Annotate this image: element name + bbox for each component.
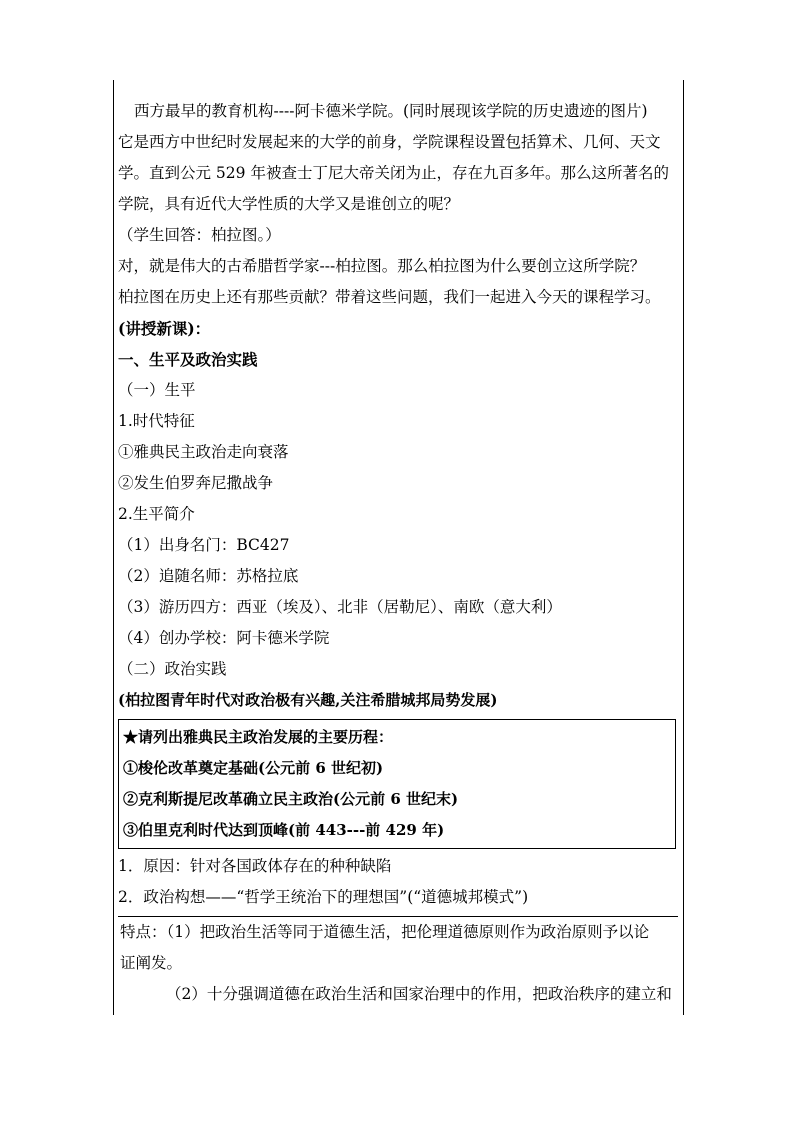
list-item: 1.时代特征: [118, 412, 195, 430]
lesson-heading: (讲授新课)：: [118, 319, 211, 338]
box-step: ①梭伦改革奠定基础(公元前 6 世纪初): [123, 759, 384, 777]
subsection-title: （二）政治实践: [118, 660, 227, 678]
features-box: [118, 916, 678, 1010]
intro-line: （学生回答：柏拉图。）: [118, 226, 281, 244]
features-line: 特点：（1）把政治生活等同于道德生活，把伦理道德原则作为政治原则予以论: [120, 923, 650, 941]
intro-line: 西方最早的教育机构----阿卡德米学院。(同时展现该学院的历史遗迹的图片): [134, 102, 648, 120]
box-step: ③伯里克利时代达到顶峰(前 443---前 429 年): [123, 821, 445, 839]
lesson-content: [118, 96, 678, 1010]
box-title: ★请列出雅典民主政治发展的主要历程：: [123, 728, 394, 746]
list-item: 2.生平简介: [118, 505, 195, 523]
intro-line: 它是西方中世纪时发展起来的大学的前身，学院课程设置包括算术、几何、天文: [118, 133, 661, 151]
table-border-left: [113, 80, 114, 1015]
subsection-title: （一）生平: [118, 381, 196, 399]
intro-line: 对，就是伟大的古希腊哲学家---柏拉图。那么柏拉图为什么要创立这所学院？: [118, 257, 646, 275]
box-step: ②克利斯提尼改革确立民主政治(公元前 6 世纪末): [123, 790, 459, 808]
history-box: [118, 719, 676, 849]
section-title: 一、生平及政治实践: [118, 350, 258, 369]
list-item: （3）游历四方：西亚（埃及）、北非（居勒尼）、南欧（意大利）: [118, 598, 562, 616]
list-item: ①雅典民主政治走向衰落: [118, 443, 289, 461]
list-item: （2）追随名师：苏格拉底: [118, 567, 299, 585]
intro-line: 学。直到公元 529 年被查士丁尼大帝关闭为止，存在九百多年。那么这所著名的: [118, 164, 669, 182]
list-item: 2．政治构想——“哲学王统治下的理想国”(“道德城邦模式”): [118, 888, 529, 906]
list-item: （4）创办学校：阿卡德米学院: [118, 629, 330, 647]
features-line: （2）十分强调道德在政治生活和国家治理中的作用，把政治秩序的建立和: [166, 985, 672, 1003]
note-line: (柏拉图青年时代对政治极有兴趣,关注希腊城邦局势发展): [118, 691, 498, 709]
intro-line: 柏拉图在历史上还有那些贡献？带着这些问题，我们一起进入今天的课程学习。: [118, 288, 661, 306]
intro-line: 学院，具有近代大学性质的大学又是谁创立的呢？: [118, 195, 460, 213]
list-item: 1．原因：针对各国政体存在的种种缺陷: [118, 857, 392, 875]
list-item: （1）出身名门：BC427: [118, 536, 290, 554]
table-border-right: [683, 80, 684, 1015]
list-item: ②发生伯罗奔尼撒战争: [118, 474, 274, 492]
features-line: 证阐发。: [120, 954, 183, 972]
